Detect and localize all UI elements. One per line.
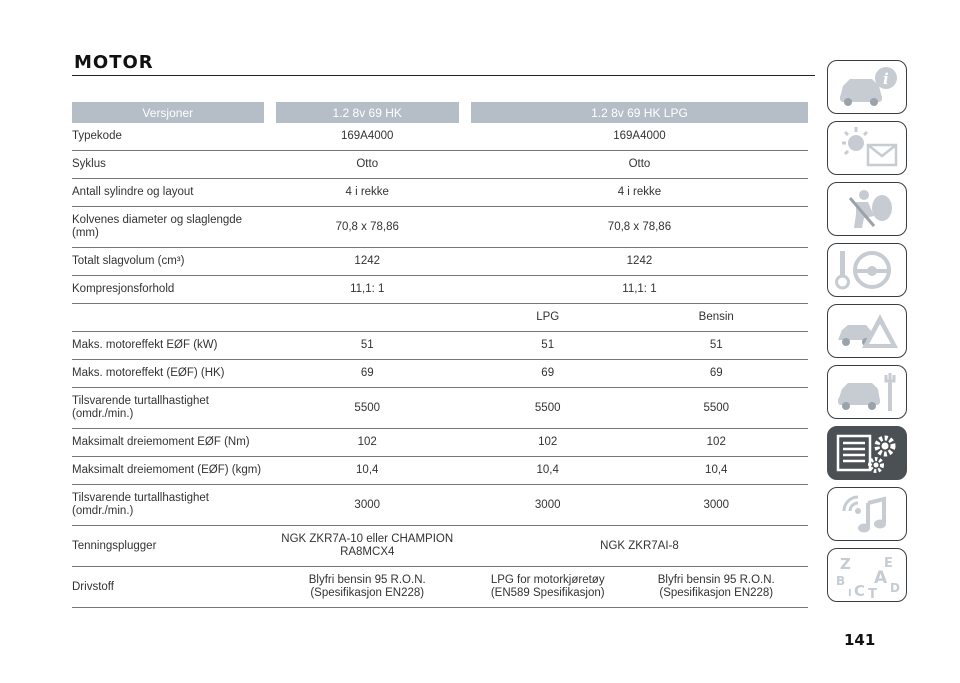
table-row xyxy=(72,457,808,485)
cell-value: 51 xyxy=(471,332,625,360)
tab-safety[interactable] xyxy=(827,182,907,236)
row-label: Totalt slagvolum (cm³) xyxy=(72,248,264,276)
airbag-icon xyxy=(834,186,900,232)
row-label: Syklus xyxy=(72,151,264,179)
table-row xyxy=(72,179,808,207)
row-label: Typekode xyxy=(72,123,264,151)
cell-value: 70,8 x 78,86 xyxy=(276,207,459,248)
row-label: Kompresjonsforhold xyxy=(72,276,264,304)
car-wrench-icon xyxy=(834,369,900,415)
cell-value: LPG for motorkjøretøy (EN589 Spesifikasjon) xyxy=(471,567,625,608)
table-row xyxy=(72,276,808,304)
cell-value: 51 xyxy=(276,332,459,360)
row-label: Maks. motoreffekt EØF (kW) xyxy=(72,332,264,360)
subheader-lpg: LPG xyxy=(471,304,625,332)
cell-value: NGK ZKR7A-10 eller CHAMPION RA8MCX4 xyxy=(276,526,459,567)
index-letter: T xyxy=(868,587,877,598)
cell-value: 3000 xyxy=(471,485,625,526)
cell-value: 3000 xyxy=(276,485,459,526)
cell-value: NGK ZKR7AI-8 xyxy=(471,526,808,567)
table-row xyxy=(72,567,808,608)
tab-lights-messages[interactable] xyxy=(827,121,907,175)
table-row xyxy=(72,151,808,179)
cell-value: 4 i rekke xyxy=(471,179,808,207)
table-row xyxy=(72,429,808,457)
row-label: Drivstoff xyxy=(72,567,264,608)
engine-spec-table xyxy=(72,102,808,608)
tab-multimedia[interactable] xyxy=(827,487,907,541)
tab-technical-data[interactable] xyxy=(827,426,907,480)
index-letter: I xyxy=(848,588,852,598)
index-letter: C xyxy=(854,582,866,598)
list-gears-icon xyxy=(834,430,900,476)
alphabet-icon xyxy=(834,552,900,598)
row-label: Tenningsplugger xyxy=(72,526,264,567)
page-title: MOTOR xyxy=(74,52,154,73)
table-row xyxy=(72,388,808,429)
index-letter: D xyxy=(890,581,900,595)
cell-value: 169A4000 xyxy=(471,123,808,151)
cell-value: 69 xyxy=(471,360,625,388)
row-label: Tilsvarende turtallhastighet (omdr./min.) xyxy=(72,485,264,526)
index-letter: B xyxy=(836,574,846,588)
cell-value: 10,4 xyxy=(625,457,809,485)
row-label: Maksimalt dreiemoment (EØF) (kgm) xyxy=(72,457,264,485)
cell-value: 10,4 xyxy=(276,457,459,485)
tab-dashboard-info[interactable] xyxy=(827,60,907,114)
table-row xyxy=(72,485,808,526)
cell-value: 70,8 x 78,86 xyxy=(471,207,808,248)
light-envelope-icon xyxy=(834,125,900,171)
table-header-row xyxy=(72,102,808,123)
tab-maintenance[interactable] xyxy=(827,365,907,419)
table-row xyxy=(72,526,808,567)
cell-value: Otto xyxy=(471,151,808,179)
warning-triangle-icon xyxy=(834,308,900,354)
cell-value: 5500 xyxy=(276,388,459,429)
svg-text:i: i xyxy=(883,70,889,88)
cell-value: 3000 xyxy=(625,485,809,526)
cell-value: 11,1: 1 xyxy=(276,276,459,304)
row-label: Maks. motoreffekt (EØF) (HK) xyxy=(72,360,264,388)
cell-value: 10,4 xyxy=(471,457,625,485)
cell-value: 69 xyxy=(276,360,459,388)
subheader-bensin: Bensin xyxy=(625,304,809,332)
cell-value: Otto xyxy=(276,151,459,179)
row-label: Maksimalt dreiemoment EØF (Nm) xyxy=(72,429,264,457)
table-row xyxy=(72,332,808,360)
tab-index[interactable] xyxy=(827,548,907,602)
title-divider xyxy=(72,75,815,76)
cell-value: 1242 xyxy=(276,248,459,276)
cell-value: 69 xyxy=(625,360,809,388)
header-version-1: 1.2 8v 69 HK xyxy=(276,102,459,123)
header-version-2: 1.2 8v 69 HK LPG xyxy=(471,102,808,123)
music-signal-icon xyxy=(834,491,900,537)
table-row xyxy=(72,123,808,151)
row-label: Kolvenes diameter og slaglengde (mm) xyxy=(72,207,264,248)
table-row xyxy=(72,360,808,388)
cell-value: 5500 xyxy=(625,388,809,429)
fuel-subheader-row xyxy=(72,304,808,332)
cell-value: 169A4000 xyxy=(276,123,459,151)
cell-value: 102 xyxy=(625,429,809,457)
steering-key-icon xyxy=(834,247,900,293)
page-number: 141 xyxy=(844,631,876,649)
index-letter: A xyxy=(874,568,888,588)
table-row xyxy=(72,248,808,276)
row-label: Antall sylindre og layout xyxy=(72,179,264,207)
cell-value: 11,1: 1 xyxy=(471,276,808,304)
row-label: Tilsvarende turtallhastighet (omdr./min.) xyxy=(72,388,264,429)
cell-value: 51 xyxy=(625,332,809,360)
cell-value: 4 i rekke xyxy=(276,179,459,207)
tab-emergency[interactable] xyxy=(827,304,907,358)
index-letter: Z xyxy=(840,555,851,573)
cell-value: Blyfri bensin 95 R.O.N. (Spesifikasjon EN228) xyxy=(276,567,459,608)
tab-starting-driving[interactable] xyxy=(827,243,907,297)
cell-value: 102 xyxy=(276,429,459,457)
car-info-icon xyxy=(834,64,900,110)
header-versions: Versjoner xyxy=(72,102,264,123)
cell-value: 102 xyxy=(471,429,625,457)
cell-value: 1242 xyxy=(471,248,808,276)
cell-value: Blyfri bensin 95 R.O.N. (Spesifikasjon EN228) xyxy=(625,567,809,608)
index-letter: E xyxy=(884,556,893,571)
cell-value: 5500 xyxy=(471,388,625,429)
table-row xyxy=(72,207,808,248)
